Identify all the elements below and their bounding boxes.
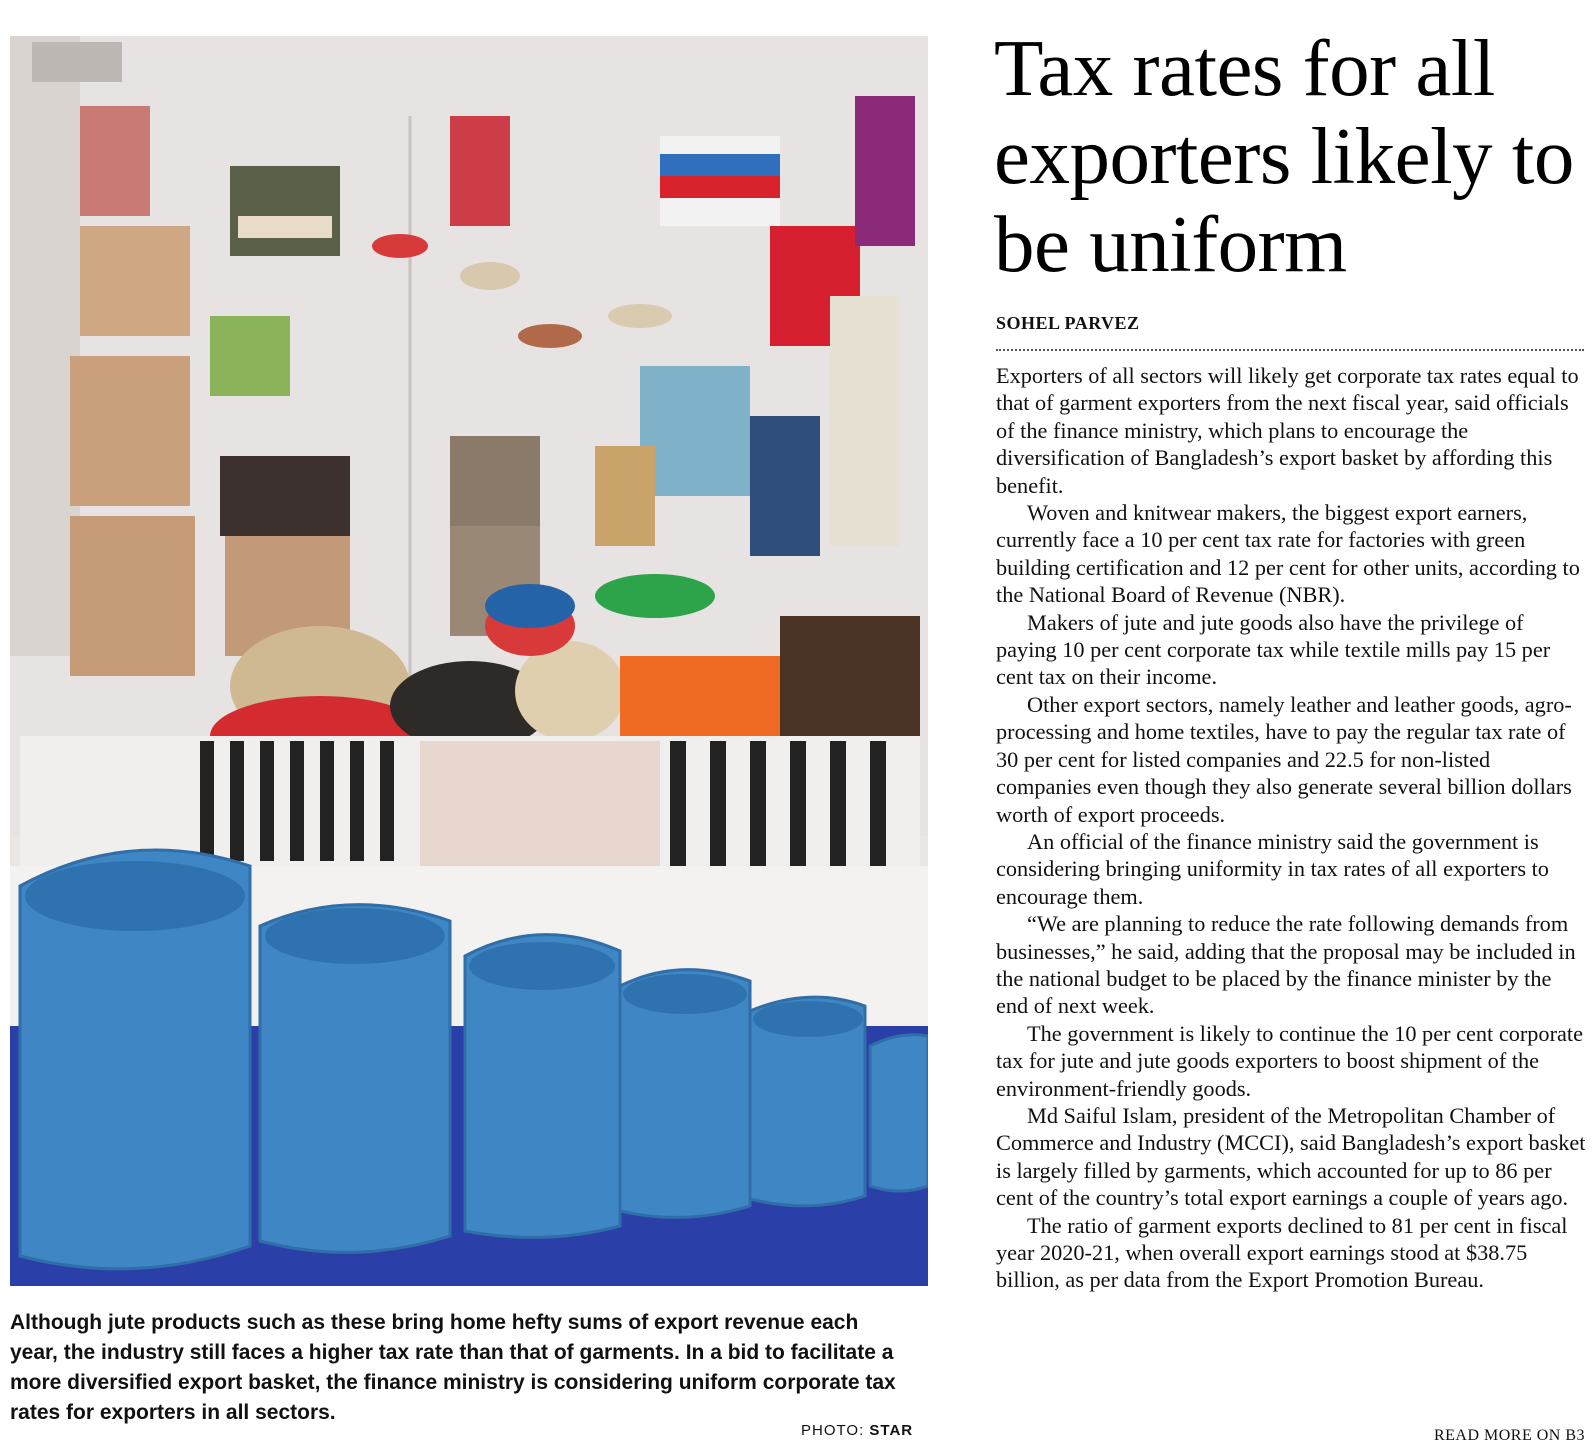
photo-caption: Although jute products such as these bring home hefty sums of export revenue each year, the industry still faces a higher tax rate than that of garments. In a bid to facilitate a more diversified export basket, the finance ministry is considering uniform corporate tax rates for exporters in all sectors. [10, 1311, 896, 1424]
byline-divider [996, 349, 1584, 351]
paragraph: The government is likely to continue the 10 per cent corporate tax for jute and jute goods exporters to boost shipment of the environment-friendly goods. [996, 1020, 1583, 1101]
paragraph: The ratio of garment exports declined to 81 per cent in fiscal year 2020-21, when overall export earnings stood at $38.75 billion, as per data from the Export Promotion Bureau. [996, 1212, 1568, 1293]
photo-credit-source: STAR [869, 1422, 914, 1439]
photo-credit-label: PHOTO: [801, 1422, 865, 1439]
paragraph: “We are planning to reduce the rate following demands from businesses,” he said, adding that the proposal may be included in the national budget to be placed by the finance minister by the end of next week. [996, 911, 1576, 1019]
jute-products-illustration [10, 36, 928, 1286]
read-more-link[interactable]: READ MORE ON B3 [1433, 1427, 1585, 1444]
byline: SOHEL PARVEZ [996, 313, 1140, 333]
paragraph: Md Saiful Islam, president of the Metropolitan Chamber of Commerce and Industry (MCCI), said Bangladesh’s export basket is largely filled by garments, which accounted for up to 86 per cent of the country’s total export earnings a couple of years ago. [996, 1102, 1586, 1211]
paragraph: Woven and knitwear makers, the biggest export earners, currently face a 10 per cent tax rate for factories with green building certification and 12 per cent for other units, according to the National Board of Revenue (NBR). [996, 500, 1580, 608]
photo-credit [801, 1422, 913, 1439]
paragraph: Exporters of all sectors will likely get corporate tax rates equal to that of garment exporters from the next fiscal year, said officials of the finance ministry, which plans to encourage the diversification of Bangladesh’s export basket by affording this benefit. [996, 363, 1579, 498]
headline: Tax rates for all exporters likely to be uniform [994, 23, 1574, 289]
paragraph: Other export sectors, namely leather and leather goods, agro-processing and home textiles, have to pay the regular tax rate of 30 per cent for listed companies and 22.5 for non-listed companies even though they also generate several billion dollars worth of export proceeds. [996, 691, 1572, 827]
paragraph: Makers of jute and jute goods also have the privilege of paying 10 per cent corporate tax while textile mills pay 15 per cent tax on their income. [996, 609, 1551, 690]
paragraph: An official of the finance ministry said the government is considering bringing uniformity in tax rates of all exporters to encourage them. [996, 828, 1549, 909]
article-body [996, 362, 1588, 1294]
article-photo [10, 36, 928, 1286]
